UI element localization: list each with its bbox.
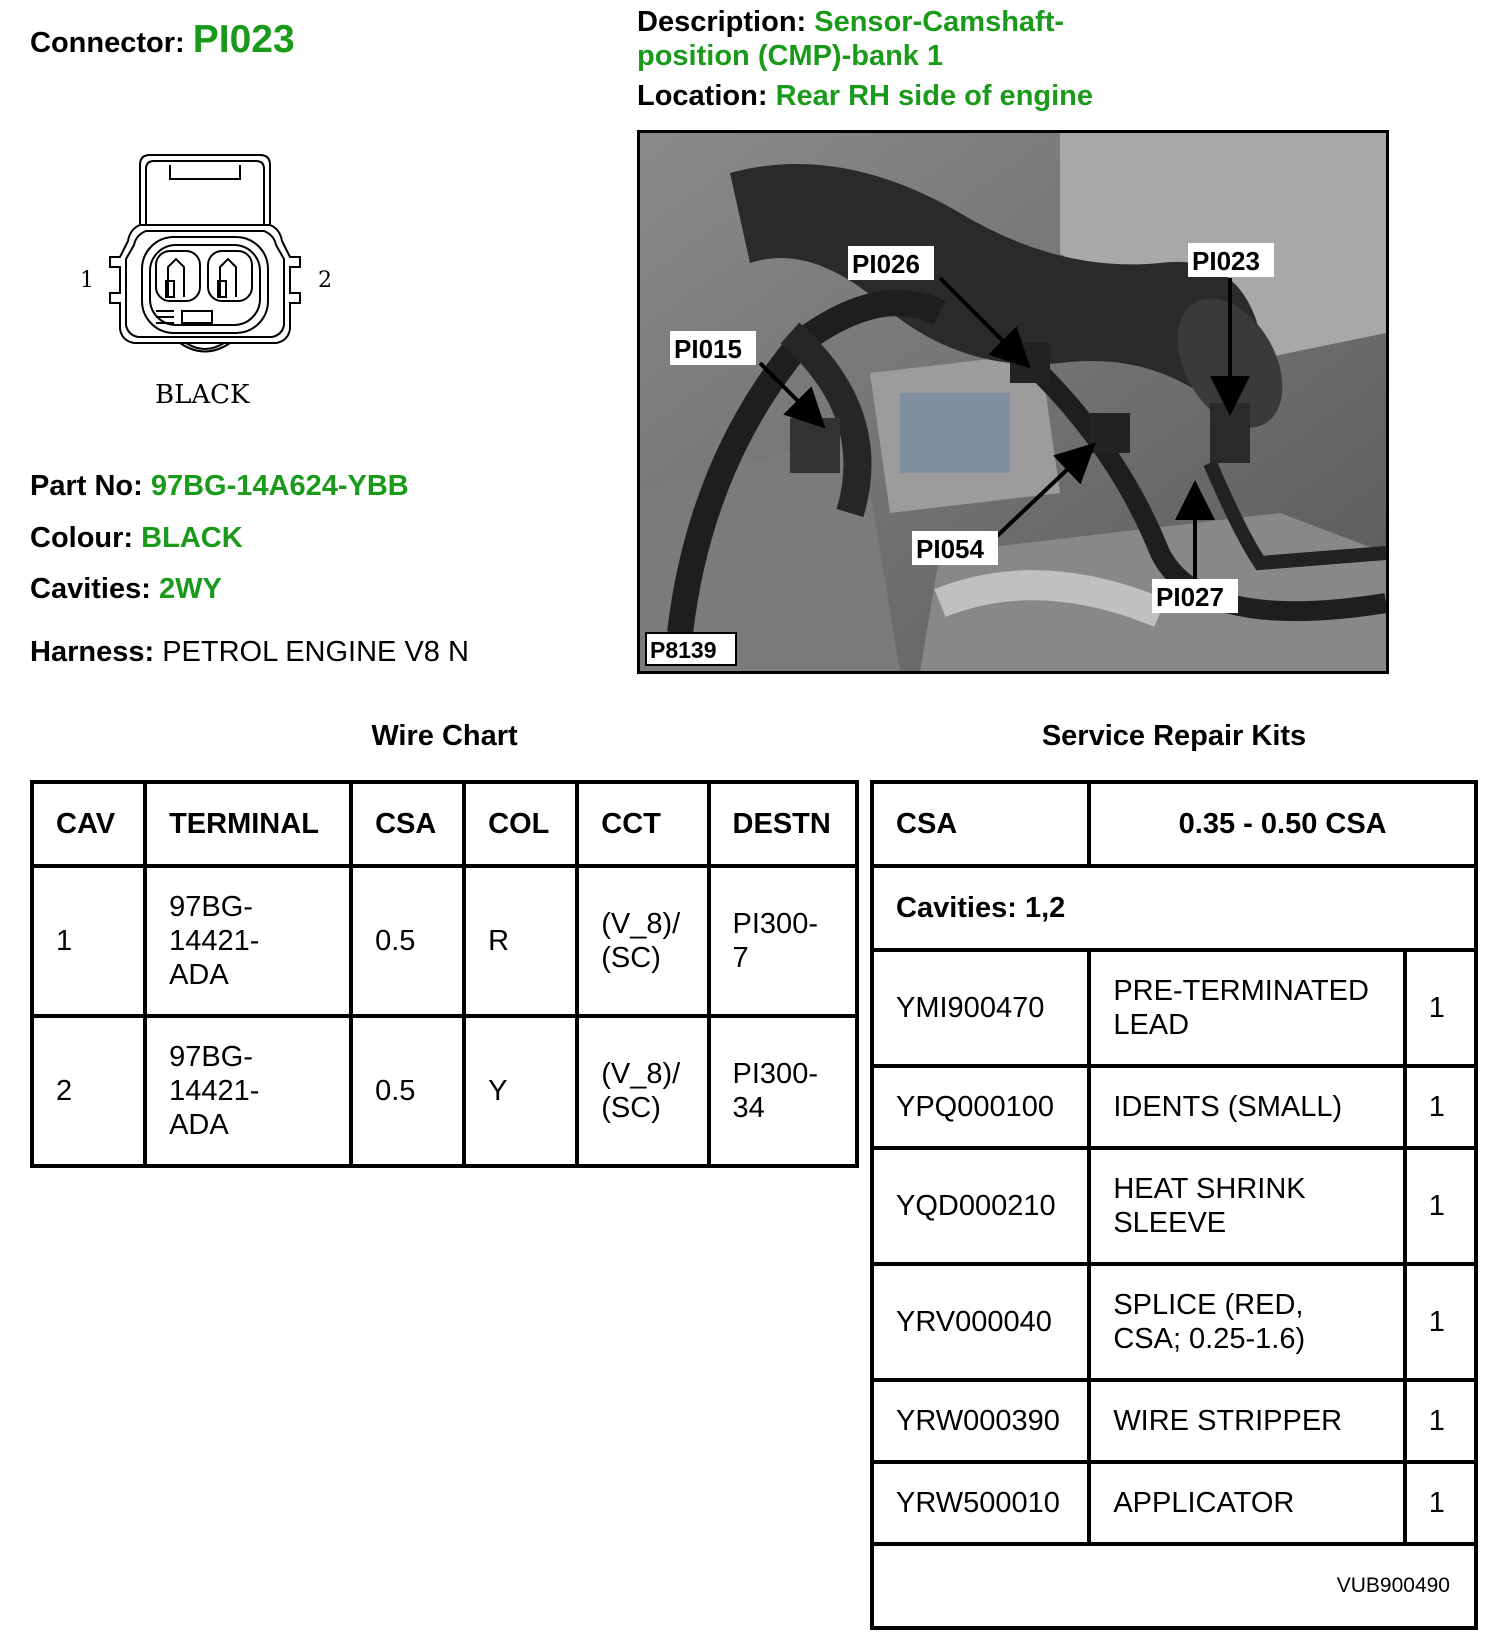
wire-chart-title: Wire Chart bbox=[371, 720, 518, 752]
harness: Harness: PETROL ENGINE V8 N bbox=[30, 636, 469, 668]
engine-bay-photo bbox=[637, 130, 1389, 674]
table-row: YPQ000100 IDENTS (SMALL) 1 bbox=[872, 1066, 1476, 1148]
header-destn: DESTN bbox=[709, 782, 857, 866]
colour: Colour: BLACK bbox=[30, 522, 243, 554]
kits-csa-row bbox=[872, 782, 1476, 866]
header-col: COL bbox=[464, 782, 577, 866]
engine-bay-illustration bbox=[640, 133, 1386, 671]
callout-pi027: PI027 bbox=[1156, 582, 1224, 612]
callout-pi023: PI023 bbox=[1192, 246, 1260, 276]
callout-pi054: PI054 bbox=[916, 534, 984, 564]
kits-cavities-row bbox=[872, 866, 1476, 950]
description: Description: Sensor-Camshaft- position (CMP)-bank 1 bbox=[637, 6, 1065, 72]
connector-colour-caption: BLACK bbox=[155, 380, 250, 410]
callout-pi015: PI015 bbox=[674, 334, 742, 364]
kits-footer-row bbox=[872, 1544, 1476, 1628]
cavities: Cavities: 2WY bbox=[30, 573, 222, 605]
connector-heading: Connector: PI023 bbox=[30, 18, 295, 61]
header-csa: CSA bbox=[351, 782, 464, 866]
connector-id: PI023 bbox=[192, 18, 295, 61]
wire-chart-table bbox=[30, 780, 859, 1168]
kits-footer-code: VUB900490 bbox=[872, 1544, 1476, 1628]
part-no: Part No: 97BG-14A624-YBB bbox=[30, 470, 409, 502]
pin-label-2: 2 bbox=[318, 268, 332, 293]
header-cct: CCT bbox=[577, 782, 708, 866]
callout-pi026: PI026 bbox=[852, 249, 920, 279]
kits-csa-value: 0.35 - 0.50 CSA bbox=[1089, 782, 1476, 866]
kits-cavities: Cavities: 1,2 bbox=[872, 866, 1476, 950]
pin-label-1: 1 bbox=[80, 268, 94, 293]
header-cav: CAV bbox=[32, 782, 145, 866]
table-row: 1 97BG- 14421- ADA 0.5 R (V_8)/ (SC) PI300- 7 bbox=[32, 866, 857, 1016]
table-row: YRW500010 APPLICATOR 1 bbox=[872, 1462, 1476, 1544]
table-row: YRW000390 WIRE STRIPPER 1 bbox=[872, 1380, 1476, 1462]
table-row: 2 97BG- 14421- ADA 0.5 Y (V_8)/ (SC) PI300- 34 bbox=[32, 1016, 857, 1166]
table-row: YQD000210 HEAT SHRINK SLEEVE 1 bbox=[872, 1148, 1476, 1264]
kits-csa-label: CSA bbox=[872, 782, 1089, 866]
service-kits-table bbox=[870, 780, 1478, 1630]
table-row: YRV000040 SPLICE (RED, CSA; 0.25-1.6) 1 bbox=[872, 1264, 1476, 1380]
location: Location: Rear RH side of engine bbox=[637, 80, 1094, 112]
wire-chart-header-row bbox=[32, 782, 857, 866]
table-row: YMI900470 PRE-TERMINATED LEAD 1 bbox=[872, 950, 1476, 1066]
header-terminal: TERMINAL bbox=[145, 782, 351, 866]
photo-reference: P8139 bbox=[650, 637, 717, 663]
service-kits-title: Service Repair Kits bbox=[1041, 720, 1307, 752]
connector-face-drawing bbox=[70, 145, 360, 435]
